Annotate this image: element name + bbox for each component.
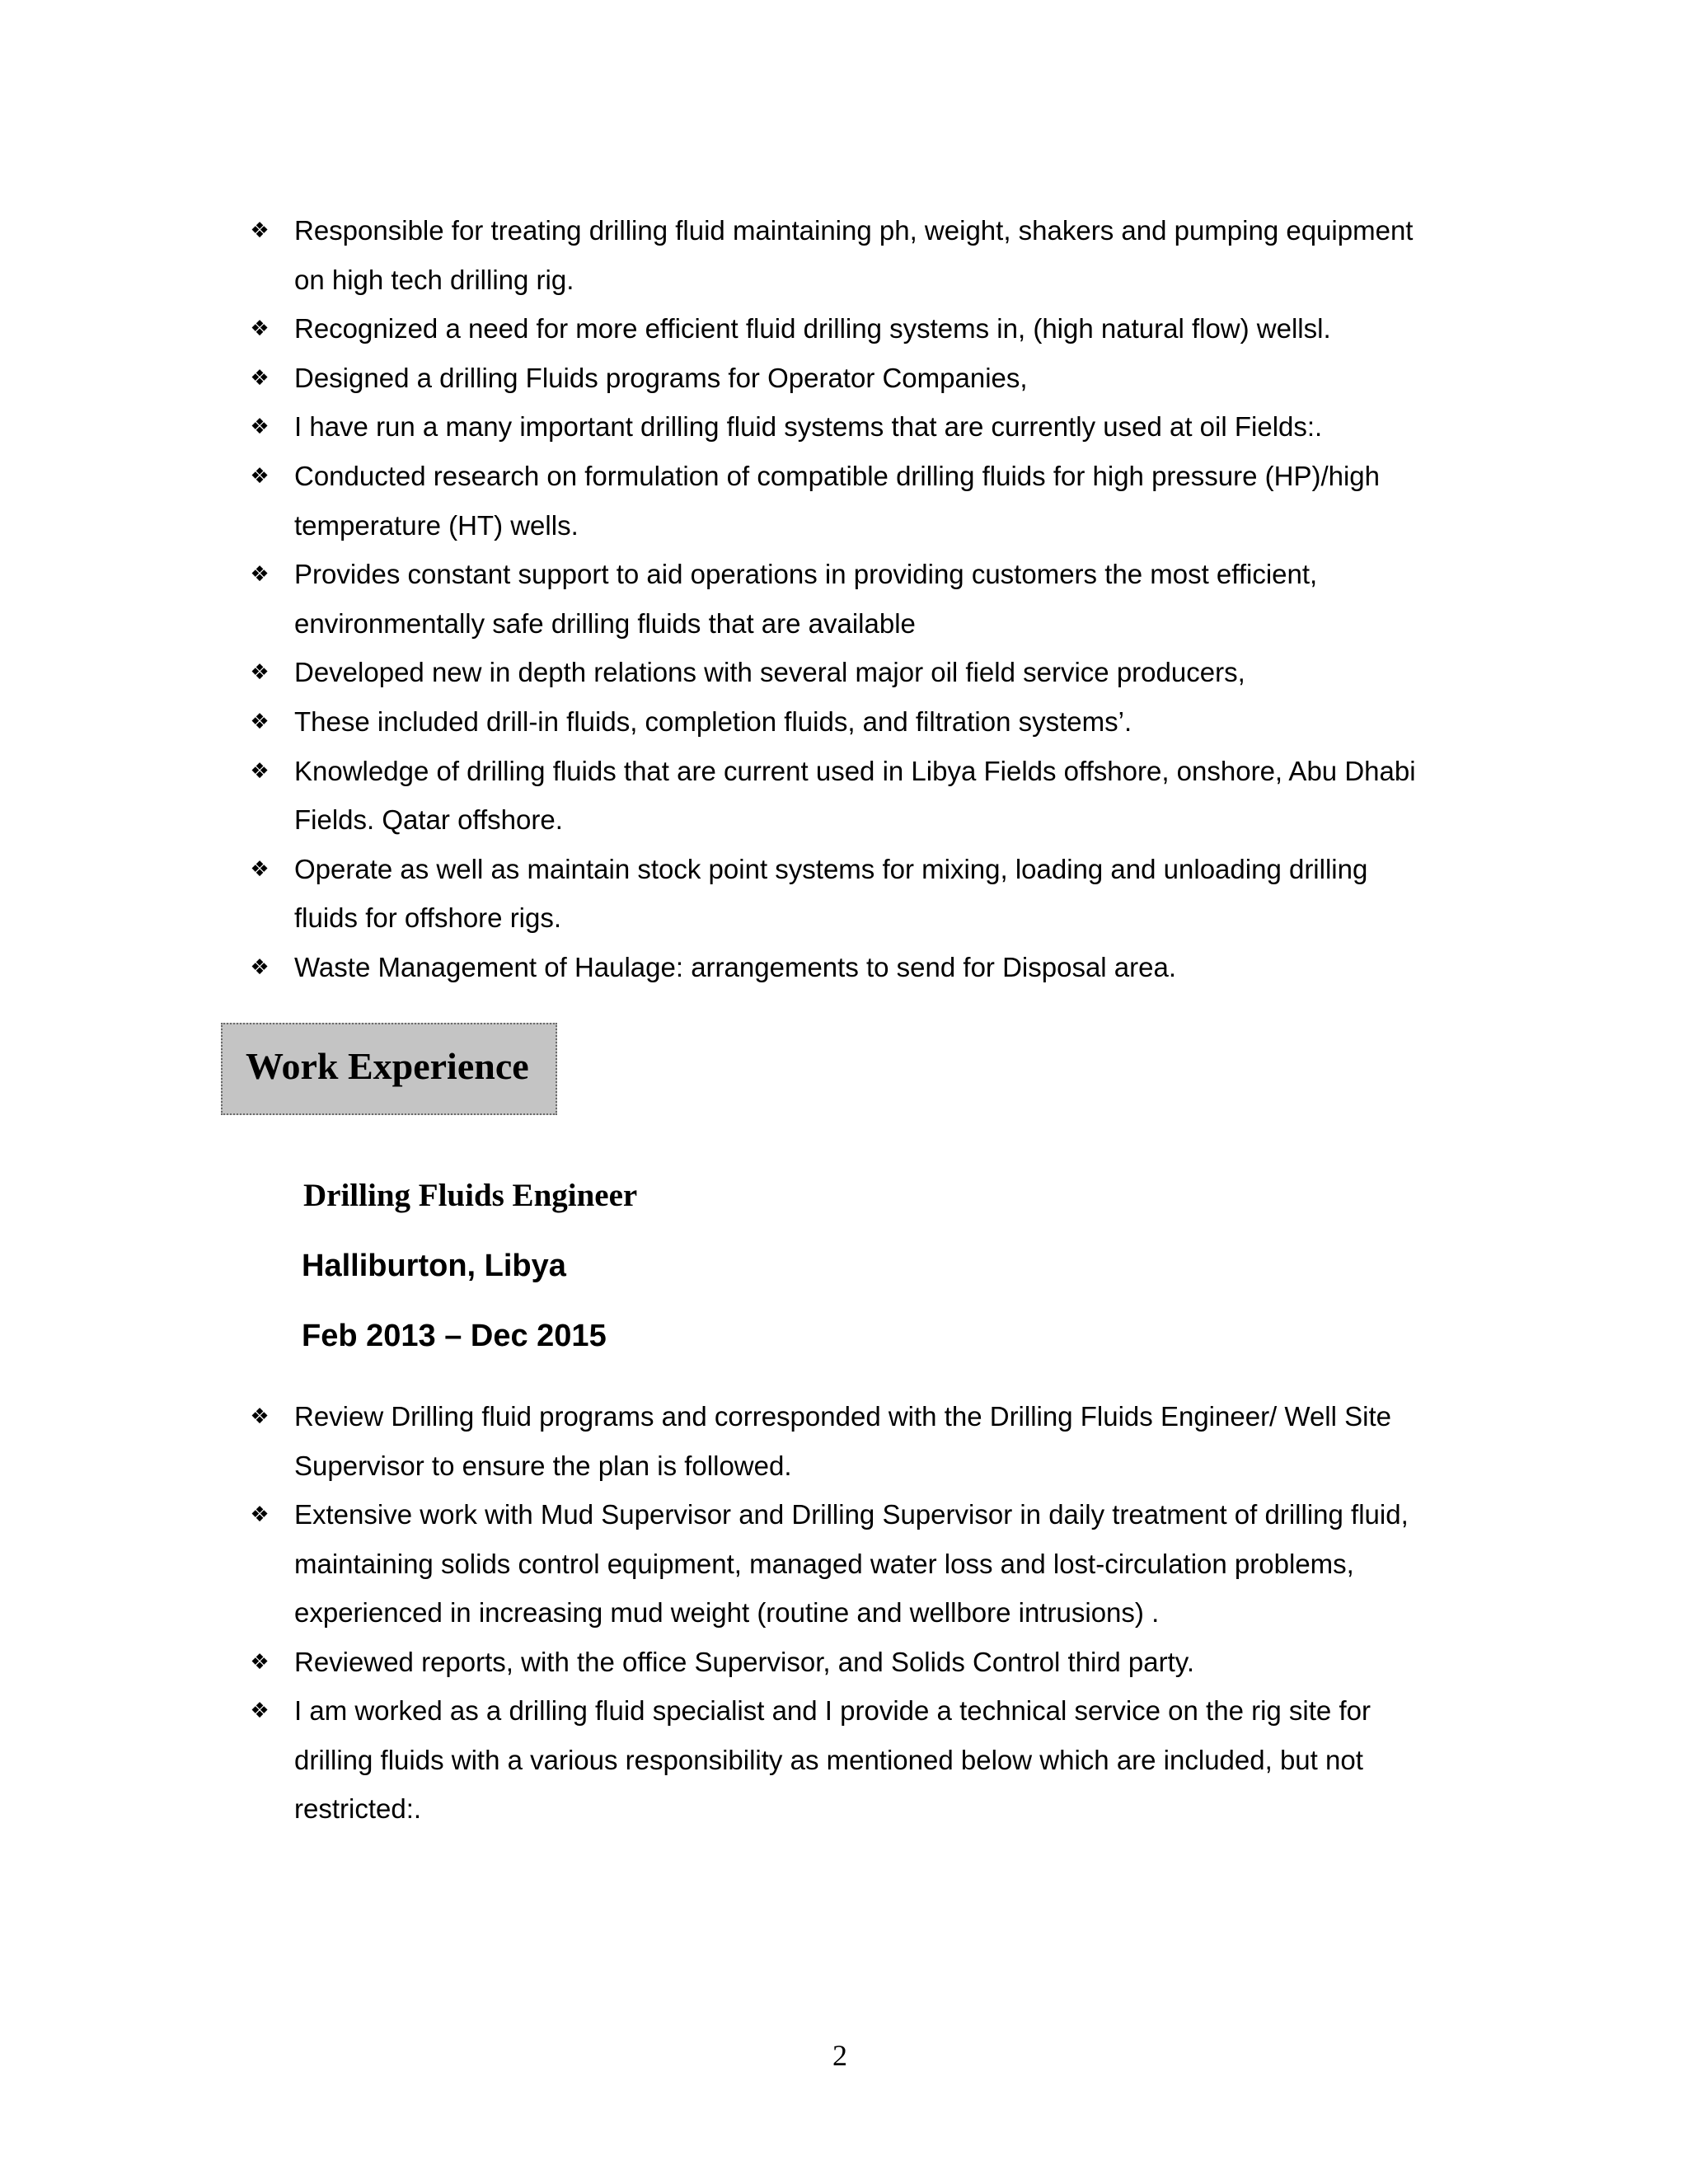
bullet-icon: ❖ bbox=[250, 955, 270, 980]
bullet-icon: ❖ bbox=[250, 856, 270, 882]
bullet-icon: ❖ bbox=[250, 1699, 270, 1723]
bullet-icon: ❖ bbox=[250, 1502, 270, 1527]
bullet-text-line: These included drill-in fluids, completion fluids, and filtration systems’. bbox=[294, 706, 1132, 737]
job-dates: Feb 2013 – Dec 2015 bbox=[302, 1319, 607, 1353]
bullet-text-line: Recognized a need for more efficient fluid drilling systems in, (high natural flow) wellsl. bbox=[294, 313, 1331, 344]
bullet-text-line: temperature (HT) wells. bbox=[294, 509, 579, 541]
bullet-icon: ❖ bbox=[250, 316, 270, 342]
bullet-icon: ❖ bbox=[250, 710, 270, 734]
bullet-text-line: Developed new in depth relations with several major oil field service producers, bbox=[294, 657, 1245, 688]
bullet-text-line: drilling fluids with a various responsibility as mentioned below which are included, but not bbox=[294, 1744, 1363, 1775]
bullet-text-line: fluids for offshore rigs. bbox=[294, 902, 562, 934]
bullet-text-line: Review Drilling fluid programs and corresponded with the Drilling Fluids Engineer/ Well Site bbox=[294, 1401, 1391, 1432]
bullet-text-line: Reviewed reports, with the office Supervisor, and Solids Control third party. bbox=[294, 1646, 1194, 1677]
bullet-icon: ❖ bbox=[250, 758, 270, 784]
bullet-text-line: Waste Management of Haulage: arrangements to send for Disposal area. bbox=[294, 952, 1177, 982]
section-title: Work Experience bbox=[246, 1045, 529, 1087]
bullet-text-line: environmentally safe drilling fluids that are available bbox=[294, 607, 916, 639]
bullet-text-line: restricted:. bbox=[294, 1793, 422, 1824]
bullet-icon: ❖ bbox=[250, 415, 270, 440]
page-number: 2 bbox=[832, 2039, 847, 2072]
bullet-text-line: Conducted research on formulation of compatible drilling fluids for high pressure (HP)/high bbox=[294, 461, 1381, 491]
bullet-text-line: maintaining solids control equipment, managed water loss and lost-circulation problems, bbox=[294, 1548, 1354, 1579]
bullet-text-line: Supervisor to ensure the plan is followed. bbox=[294, 1450, 792, 1481]
bullet-text-line: I am worked as a drilling fluid specialist and I provide a technical service on the rig site for bbox=[294, 1695, 1371, 1726]
bullet-text-line: I have run a many important drilling fluid systems that are currently used at oil Fields:. bbox=[294, 411, 1323, 443]
bullet-text-line: Extensive work with Mud Supervisor and Drilling Supervisor in daily treatment of drilling fluid, bbox=[294, 1499, 1409, 1530]
bullet-icon: ❖ bbox=[250, 562, 270, 588]
bullet-text-line: Knowledge of drilling fluids that are current used in Libya Fields offshore, onshore, Abu Dhabi bbox=[294, 755, 1416, 786]
bullet-text-line: Designed a drilling Fluids programs for Operator Companies, bbox=[294, 362, 1028, 393]
bullet-text-line: on high tech drilling rig. bbox=[294, 264, 574, 295]
bullet-icon: ❖ bbox=[250, 1404, 270, 1429]
job-title: Drilling Fluids Engineer bbox=[303, 1178, 638, 1213]
bullet-icon: ❖ bbox=[250, 464, 270, 489]
bullet-text-line: Fields. Qatar offshore. bbox=[294, 804, 563, 836]
bullet-text-line: Operate as well as maintain stock point systems for mixing, loading and unloading drilling bbox=[294, 853, 1368, 884]
bullet-icon: ❖ bbox=[250, 365, 270, 391]
bullet-text-line: experienced in increasing mud weight (routine and wellbore intrusions) . bbox=[294, 1597, 1160, 1628]
bullet-text-line: Provides constant support to aid operations in providing customers the most efficient, bbox=[294, 559, 1318, 590]
bullet-text-line: Responsible for treating drilling fluid maintaining ph, weight, shakers and pumping equipment bbox=[294, 215, 1414, 246]
bullet-icon: ❖ bbox=[250, 218, 270, 243]
job-company: Halliburton, Libya bbox=[302, 1249, 566, 1283]
bullet-icon: ❖ bbox=[250, 1649, 270, 1675]
bullet-icon: ❖ bbox=[250, 660, 270, 686]
